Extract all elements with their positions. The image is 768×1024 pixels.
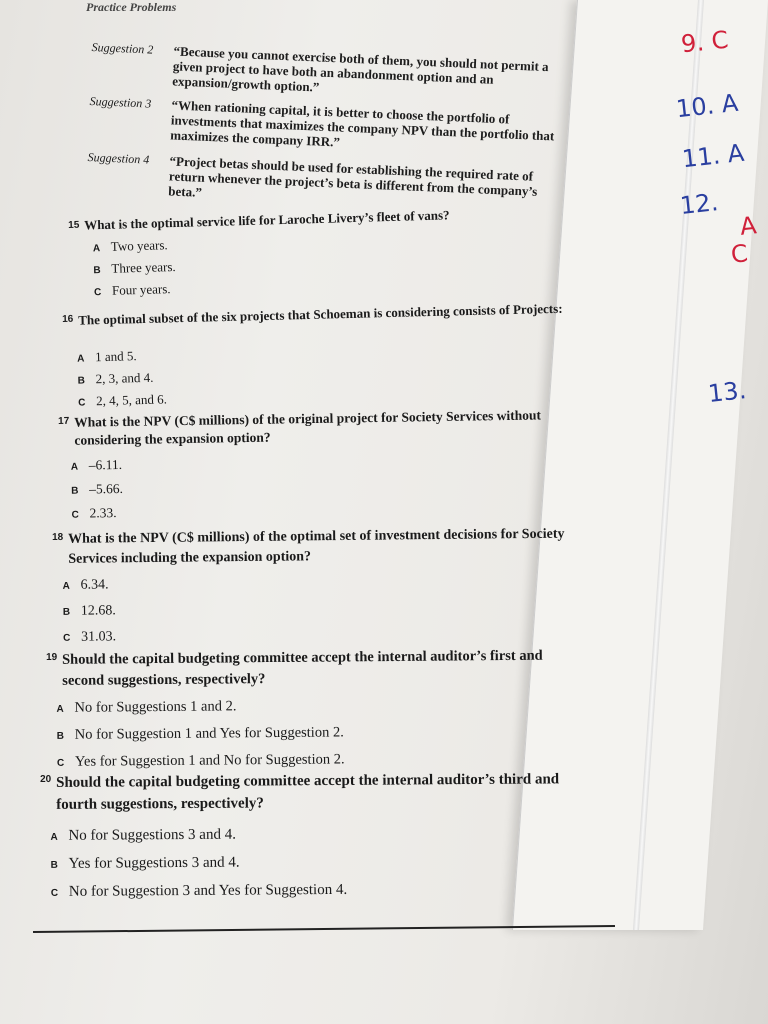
handwritten-answer-12-a: A (738, 211, 758, 241)
question-stem: The optimal subset of the six projects that Schoeman is considering consists of Projects: (78, 300, 563, 328)
option-c: C 31.03. (63, 629, 117, 645)
option-b: B 12.68. (62, 603, 116, 619)
option-c: C Yes for Suggestion 1 and No for Suggestion 2. (56, 751, 345, 770)
question-number: 20 (40, 773, 52, 785)
handwritten-answer-12: 12. (678, 188, 720, 220)
option-a: A No for Suggestions 1 and 2. (56, 698, 237, 716)
suggestion-label: Suggestion 2 (91, 40, 154, 57)
option-a: A No for Suggestions 3 and 4. (50, 826, 236, 844)
question-19 (46, 645, 591, 770)
handwritten-answer-10: 10. A (674, 88, 740, 124)
handwritten-answer-11: 11. A (680, 138, 746, 174)
option-c: C No for Suggestion 3 and Yes for Suggestion 4. (50, 881, 348, 900)
handwritten-answer-13: 13. (706, 376, 748, 408)
question-number: 16 (62, 313, 74, 325)
suggestion-text: “Because you cannot exercise both of them, you should not permit a given project to have both an abandonment option and an expansion/growth option.” (172, 43, 549, 95)
option-b: B 2, 3, and 4. (77, 369, 154, 387)
option-c: C 2.33. (71, 505, 117, 521)
handwritten-answers (638, 0, 768, 700)
footer-rule (33, 925, 615, 933)
question-16 (62, 299, 582, 409)
option-c: C Four years. (93, 281, 171, 299)
option-c: C 2, 4, 5, and 6. (78, 391, 168, 409)
option-a: A 1 and 5. (77, 348, 137, 365)
question-number: 19 (46, 651, 58, 663)
suggestion-label: Suggestion 3 (89, 94, 152, 111)
question-15 (68, 206, 508, 299)
option-b: B No for Suggestion 1 and Yes for Suggestion 2. (56, 724, 344, 743)
handwritten-answer-9: 9. C (679, 25, 730, 59)
question-stem: Should the capital budgeting committee accept the internal auditor’s third and fourth suggestions, respectively? (56, 771, 560, 813)
question-stem: What is the NPV (C$ millions) of the optimal set of investment decisions for Society Services including the expansion option? (68, 526, 565, 567)
option-a: A Two years. (92, 237, 168, 255)
handwritten-answer-12-c: C (729, 239, 750, 269)
option-a: A 6.34. (62, 577, 109, 593)
option-b: B Yes for Suggestions 3 and 4. (50, 854, 240, 872)
question-number: 18 (52, 531, 64, 543)
suggestion-text: “Project betas should be used for establishing the required rate of return whenever the project’s beta is different from the company’s beta.” (168, 153, 538, 200)
option-a: A –6.11. (70, 457, 123, 473)
question-stem: Should the capital budgeting committee accept the internal auditor’s first and second suggestions, respectively? (62, 647, 543, 689)
question-stem: What is the NPV (C$ millions) of the original project for Society Services without considering the expansion option? (74, 407, 542, 448)
question-number: 17 (58, 415, 70, 427)
option-b: B –5.66. (71, 480, 124, 497)
option-b: B Three years. (93, 259, 176, 277)
running-header: Practice Problems (86, 0, 177, 14)
suggestion-label: Suggestion 4 (87, 150, 150, 167)
suggestion-text: “When rationing capital, it is better to choose the portfolio of investments that maximizes the company NPV than the portfolio that maximizes the company IRR.” (170, 97, 555, 150)
question-stem: What is the optimal service life for Laroche Livery’s fleet of vans? (83, 207, 450, 233)
question-18 (52, 524, 582, 645)
question-number: 15 (68, 219, 80, 231)
